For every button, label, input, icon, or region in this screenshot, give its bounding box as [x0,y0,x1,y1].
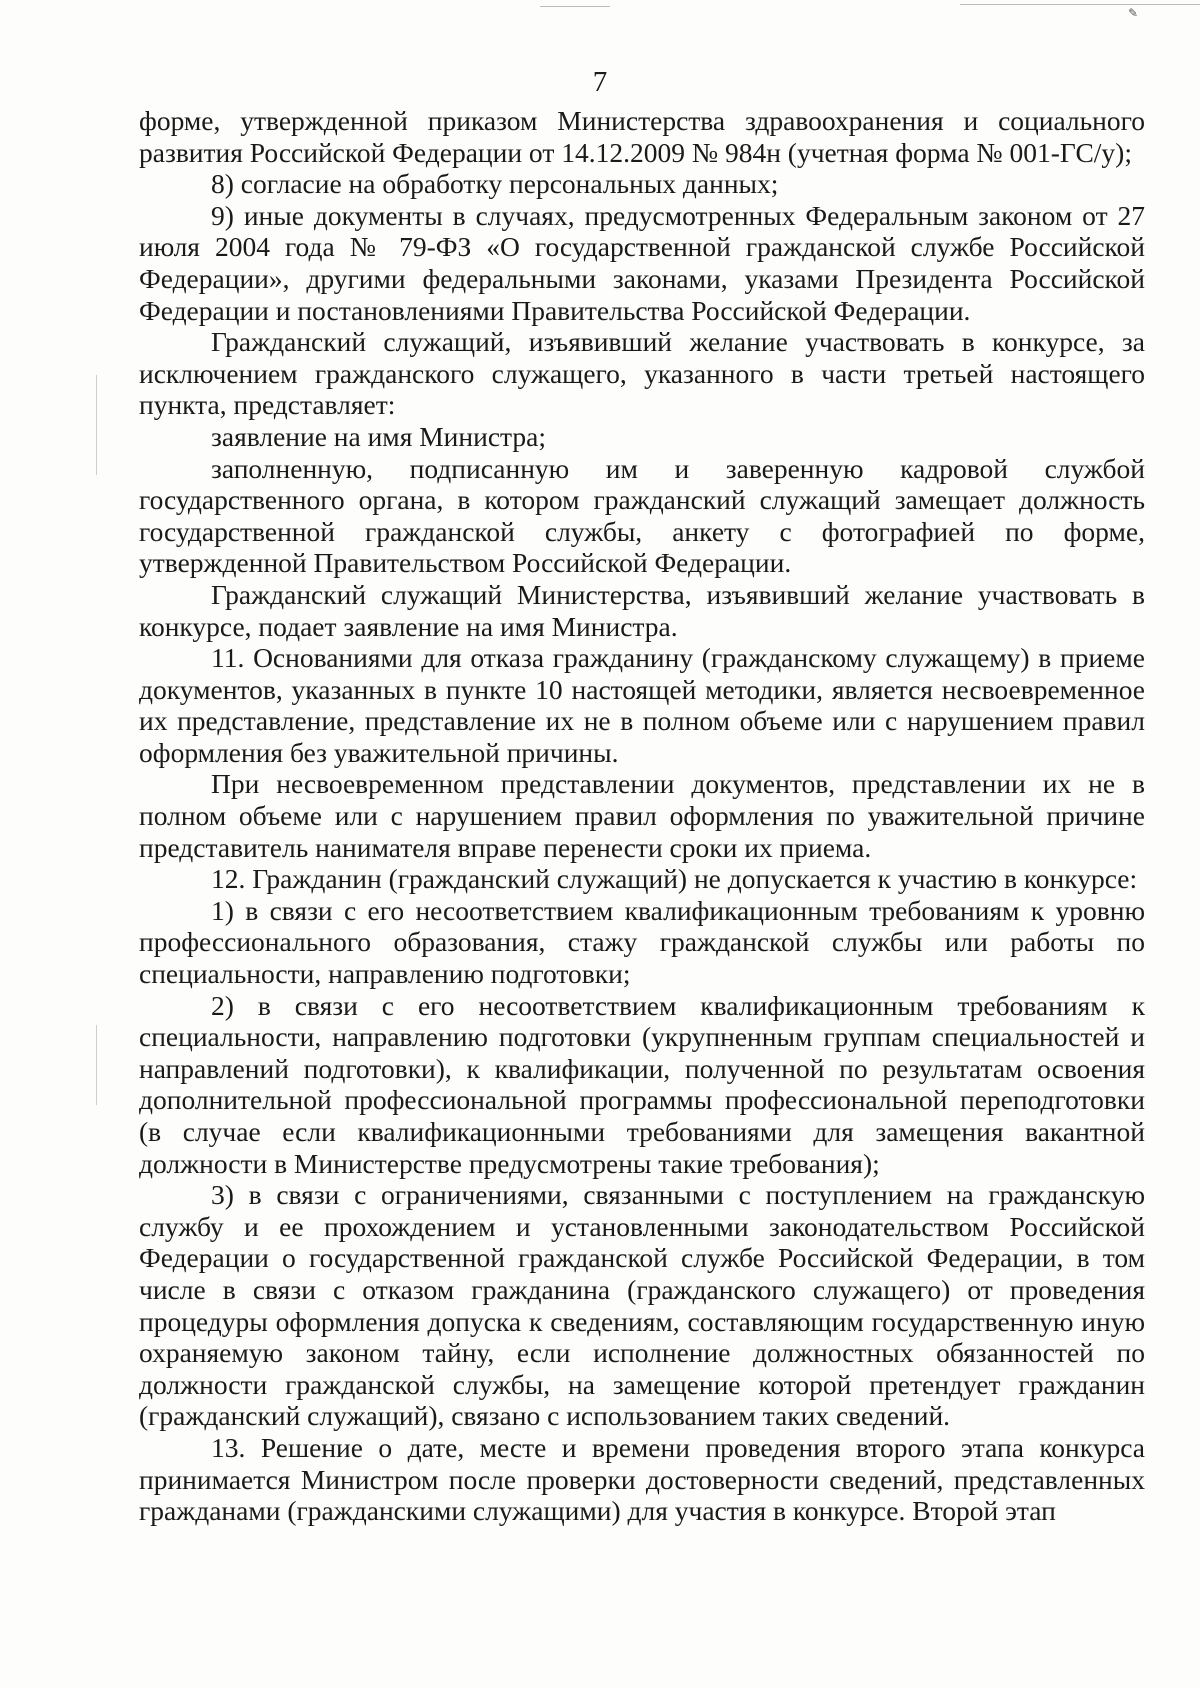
scan-margin-line [96,1025,97,1105]
paragraph: 8) согласие на обработку персональных данных; [211,168,779,200]
scan-artifact-mark: ✎ [1128,6,1139,20]
page-number: 7 [592,66,608,98]
paragraph: 13. Решение о дате, месте и времени проведения второго этапа конкурса принимается Министром после проверки достоверности сведений, представленных гражданами (гражданскими служащими) для участия в конкурсе. Второй этап [139,1431,1145,1527]
paragraph: Гражданский служащий Министерства, изъявивший желание участвовать в конкурсе, подает заявление на имя Министра. [139,578,1145,642]
document-body [139,105,1145,1527]
paragraph: заявление на имя Министра; [211,420,546,452]
paragraph: 9) иные документы в случаях, предусмотренных Федеральным законом от 27 июля 2004 года № 79-ФЗ «О государственной гражданской службе Российской Федерации», другими федеральными законами, указами Президента Российской Федерации и постановлениями Правительства Российской Федерации. [139,199,1145,326]
paragraph: 12. Гражданин (гражданский служащий) не допускается к участию в конкурсе: [211,863,1138,895]
paragraph: 3) в связи с ограничениями, связанными с поступлением на гражданскую службу и ее прохождением и установленными законодательством Российской Федерации о государственной гражданской службе Российской Федерации, в том числе в связи с отказом гражданина (гражданского служащего) от проведения процедуры оформления допуска к сведениям, составляющим государственную иную охраняемую законом тайну, если исполнение должностных обязанностей по должности гражданской службы, на замещение которой претендует гражданин (гражданский служащий), связано с использованием таких сведений. [139,1179,1145,1432]
scan-edge-line [540,6,610,7]
paragraph: При несвоевременном представлении документов, представлении их не в полном объеме или с нарушением правил оформления по уважительной причине представитель нанимателя вправе перенести сроки их приема. [139,768,1145,863]
paragraph: Гражданский служащий, изъявивший желание участвовать в конкурсе, за исключением гражданского служащего, указанного в части третьей настоящего пункта, представляет: [139,326,1145,421]
paragraph: 2) в связи с его несоответствием квалификационным требованиям к специальности, направлению подготовки (укрупненным группам специальностей и направлений подготовки), к квалификации, полученной по результатам освоения дополнительной профессиональной программы профессиональной переподготовки (в случае если квалификационными требованиями для замещения вакантной должности в Министерстве предусмотрены такие требования); [139,989,1145,1179]
scan-edge-line [960,4,1200,5]
paragraph: заполненную, подписанную им и заверенную кадровой службой государственного органа, в котором гражданский служащий замещает должность государственной гражданской службы, анкету с фотографией по форме, утвержденной Правительством Российской Федерации. [139,452,1145,579]
scan-margin-line [96,375,97,475]
paragraph: 11. Основаниями для отказа гражданину (гражданскому служащему) в приеме документов, указанных в пункте 10 настоящей методики, является несвоевременное их представление, представление их не в полном объеме или с нарушением правил оформления без уважительной причины. [139,642,1145,768]
paragraph: 1) в связи с его несоответствием квалификационным требованиям к уровню профессионального образования, стажу гражданской службы или работы по специальности, направлению подготовки; [139,894,1145,990]
paragraph: форме, утвержденной приказом Министерства здравоохранения и социального развития Российской Федерации от 14.12.2009 № 984н (учетная форма № 001-ГС/у); [139,105,1145,168]
